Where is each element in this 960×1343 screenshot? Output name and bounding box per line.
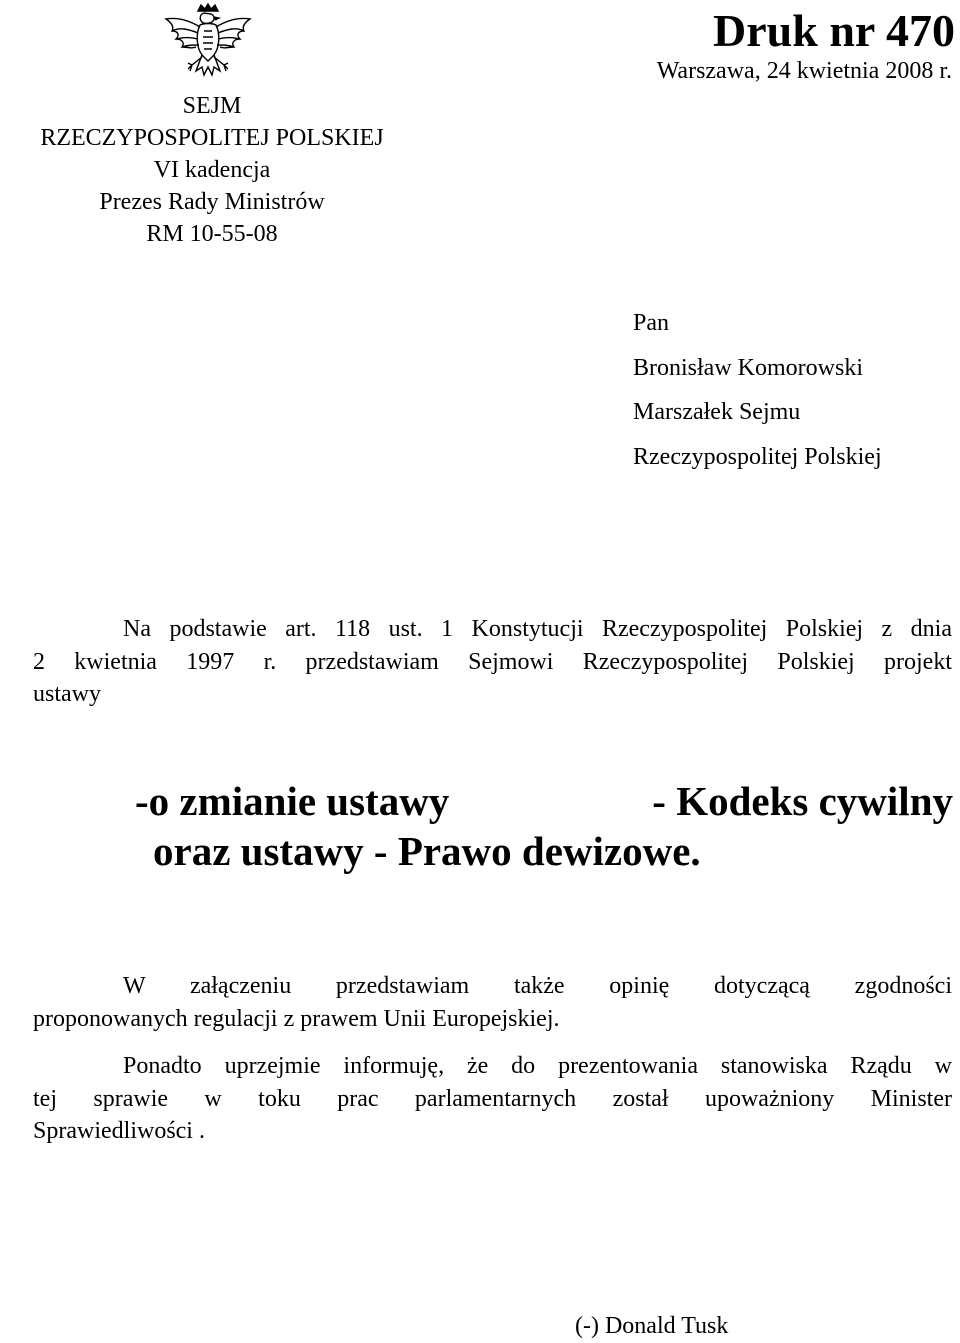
sender-block [0, 90, 424, 250]
bill-title-part-1: -o zmianie ustawy [135, 778, 450, 824]
intro-line-3: ustawy [33, 681, 101, 707]
intro-line-1: Na podstawie art. 118 ust. 1 Konstytucji Rzeczypospolitej Polskiej z dnia [123, 616, 952, 642]
bill-title [135, 776, 955, 876]
intro-paragraph [33, 613, 952, 711]
addressee-line: Bronisław Komorowski [633, 354, 863, 381]
addressee-block [633, 306, 882, 484]
sender-line-rzeczypospolitej: RZECZYPOSPOLITEJ POLSKIEJ [40, 125, 384, 151]
representative-line-2: tej sprawie w toku prac parlamentarnych został upoważniony Minister [33, 1085, 952, 1112]
document-number: Druk nr 470 [713, 5, 955, 56]
attachment-paragraph [33, 970, 952, 1035]
sender-line-sejm: SEJM [182, 93, 242, 119]
representative-paragraph [33, 1050, 952, 1148]
addressee-line: Marszałek Sejmu [633, 399, 801, 425]
attachment-line-2: proponowanych regulacji z prawem Unii Europejskiej. [33, 1005, 560, 1032]
sender-line-prezes: Prezes Rady Ministrów [99, 189, 325, 215]
addressee-line: Pan [633, 310, 669, 336]
attachment-line-1: W załączeniu przedstawiam także opinię dotyczącą zgodności [123, 973, 952, 999]
addressee-line: Rzeczypospolitej Polskiej [633, 443, 882, 470]
representative-line-3: Sprawiedliwości . [33, 1118, 205, 1144]
bill-title-part-2: - Kodeks cywilny [652, 778, 953, 824]
intro-line-2: 2 kwietnia 1997 r. przedstawiam Sejmowi Rzeczypospolitej Polskiej projekt [33, 648, 952, 675]
sender-line-kadencja: VI kadencja [153, 157, 271, 183]
signature: (-) Donald Tusk [575, 1313, 729, 1339]
representative-line-1: Ponadto uprzejmie informuję, że do prezentowania stanowiska Rządu w [123, 1053, 952, 1079]
eagle-emblem [158, 3, 258, 85]
sender-line-reference: RM 10-55-08 [146, 221, 278, 247]
document-date: Warszawa, 24 kwietnia 2008 r. [656, 58, 952, 84]
bill-title-line-2: oraz ustawy - Prawo dewizowe. [153, 828, 701, 874]
